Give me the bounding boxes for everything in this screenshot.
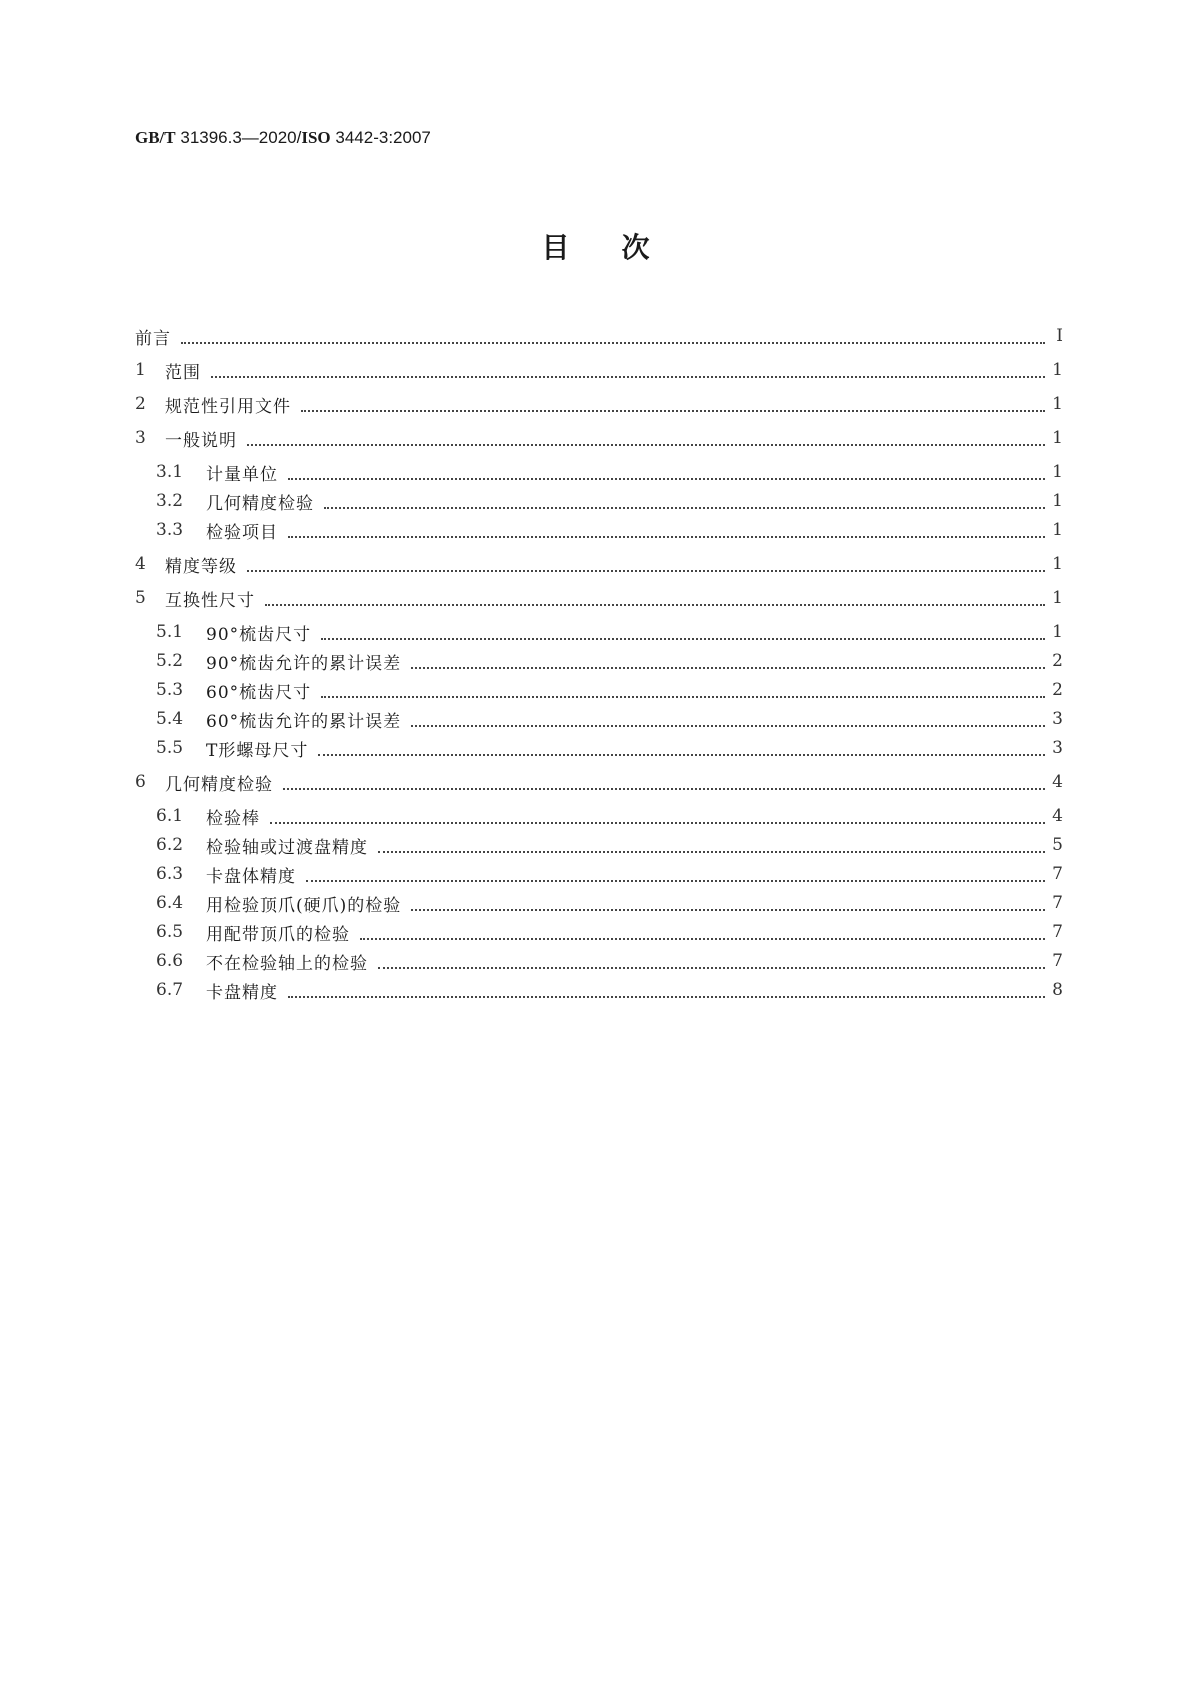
toc-entry[interactable] [156,978,1063,1002]
toc-entry[interactable] [156,460,1063,484]
toc-entry-label: 用配带顶爪的检验 [206,924,350,945]
toc-entry-label: 60°梳齿允许的累计误差 [206,711,402,732]
toc-entry-page: 3 [1052,738,1063,758]
toc-entry[interactable] [156,949,1063,973]
toc-entry-page: 7 [1052,893,1063,913]
toc-entry-page: 4 [1052,772,1063,792]
toc-entry-number: 6.2 [156,835,184,855]
toc-entry-number: 2 [135,394,146,414]
toc-dot-leader [247,427,1045,446]
toc-entry-label: 卡盘精度 [206,982,278,1003]
toc-entry-label: 精度等级 [165,556,237,577]
toc-dot-leader [324,490,1045,509]
toc-entry-page: 3 [1052,709,1063,729]
toc-entry-number: 5.2 [156,651,184,671]
toc-entry-page: 2 [1052,651,1063,671]
toc-entry-number: 6.4 [156,893,184,913]
toc-dot-leader [411,708,1045,727]
toc-dot-leader [360,921,1045,940]
toc-entry[interactable] [156,620,1063,644]
toc-entry-number: 3.2 [156,491,184,511]
toc-entry[interactable] [156,891,1063,915]
toc-entry[interactable] [156,707,1063,731]
toc-entry-page: 7 [1052,951,1063,971]
toc-entry-page: 1 [1052,622,1063,642]
toc-dot-leader [318,737,1045,756]
toc-dot-leader [306,863,1045,882]
toc-dot-leader [265,587,1045,606]
toc-entry-label: 检验项目 [206,522,278,543]
toc-dot-leader [270,805,1045,824]
toc-entry-page: 1 [1052,520,1063,540]
iso-number: 3442-3:2007 [335,128,431,147]
toc-dot-leader [411,892,1045,911]
toc-entry-number: 5.1 [156,622,184,642]
toc-dot-leader [321,621,1045,640]
toc-entry[interactable] [156,489,1063,513]
toc-entry-label: 90°梳齿尺寸 [206,624,312,645]
toc-entry-number: 3.3 [156,520,184,540]
toc-entry-label: 检验棒 [206,808,260,829]
standard-header [135,128,431,148]
toc-entry-page: 1 [1052,360,1063,380]
toc-entry-number: 6.1 [156,806,184,826]
toc-entry[interactable] [156,736,1063,760]
toc-entry-label: 用检验顶爪(硬爪)的检验 [206,895,402,916]
toc-entry-number: 4 [135,554,146,574]
toc-entry-label: 几何精度检验 [165,774,273,795]
toc-entry-page: 1 [1052,491,1063,511]
toc-entry-label: 互换性尺寸 [165,590,255,611]
toc-dot-leader [181,325,1045,344]
toc-entry-number: 5 [135,588,146,608]
toc-entry-number: 5.5 [156,738,184,758]
toc-entry-page: 1 [1052,462,1063,482]
toc-entry-page: 1 [1052,588,1063,608]
toc-entry[interactable] [156,678,1063,702]
toc-dot-leader [288,461,1045,480]
toc-entry-label: 不在检验轴上的检验 [206,953,368,974]
toc-entry[interactable] [156,518,1063,542]
toc-dot-leader [301,393,1045,412]
toc-entry-number: 6.3 [156,864,184,884]
toc-dot-leader [378,834,1045,853]
toc-dot-leader [378,950,1045,969]
toc-entry-number: 3.1 [156,462,184,482]
toc-entry[interactable] [156,920,1063,944]
toc-entry-number: 5.3 [156,680,184,700]
toc-entry-label: 90°梳齿允许的累计误差 [206,653,402,674]
toc-entry[interactable] [135,358,1063,382]
standard-number: 31396.3—2020/ [180,128,302,147]
toc-entry-label: 几何精度检验 [206,493,314,514]
toc-entry-number: 6.7 [156,980,184,1000]
toc-entry-number: 5.4 [156,709,184,729]
toc-entry-page: 1 [1052,394,1063,414]
iso-prefix: ISO [301,128,331,147]
toc-entry-label: 前言 [135,328,171,349]
toc-entry-label: 检验轴或过渡盘精度 [206,837,368,858]
toc-entry-label: 计量单位 [206,464,278,485]
toc-entry-number: 6.6 [156,951,184,971]
toc-entry[interactable] [135,324,1063,348]
toc-entry-label: 规范性引用文件 [165,396,291,417]
toc-entry-number: 1 [135,360,146,380]
toc-entry[interactable] [156,862,1063,886]
toc-entry-page: 7 [1052,922,1063,942]
toc-entry-label: T形螺母尺寸 [206,740,309,761]
toc-entry-number: 3 [135,428,146,448]
toc-entry-number: 6.5 [156,922,184,942]
toc-dot-leader [411,650,1045,669]
toc-entry-number: 6 [135,772,146,792]
toc-entry[interactable] [156,833,1063,857]
toc-entry-page: 1 [1052,554,1063,574]
toc-entry[interactable] [135,770,1063,794]
toc-dot-leader [247,553,1045,572]
toc-dot-leader [288,519,1045,538]
toc-entry-label: 范围 [165,362,201,383]
toc-entry-label: 60°梳齿尺寸 [206,682,312,703]
toc-entry-page: 7 [1052,864,1063,884]
toc-entry[interactable] [135,426,1063,450]
toc-entry-label: 一般说明 [165,430,237,451]
toc-title: 目次 [541,231,702,264]
toc-entry[interactable] [156,804,1063,828]
toc-entry[interactable] [156,649,1063,673]
toc-dot-leader [288,979,1045,998]
toc-entry-label: 卡盘体精度 [206,866,296,887]
toc-entry-page: Ⅰ [1056,326,1063,346]
toc-entry[interactable] [135,586,1063,610]
toc-entry-page: 2 [1052,680,1063,700]
toc-entry[interactable] [135,552,1063,576]
toc-dot-leader [211,359,1045,378]
toc-entry-page: 4 [1052,806,1063,826]
toc-entry-page: 1 [1052,428,1063,448]
standard-prefix: GB/T [135,128,176,147]
toc-dot-leader [321,679,1045,698]
toc-dot-leader [283,771,1045,790]
toc-entry-page: 8 [1052,980,1063,1000]
toc-entry-page: 5 [1052,835,1063,855]
toc-entry[interactable] [135,392,1063,416]
